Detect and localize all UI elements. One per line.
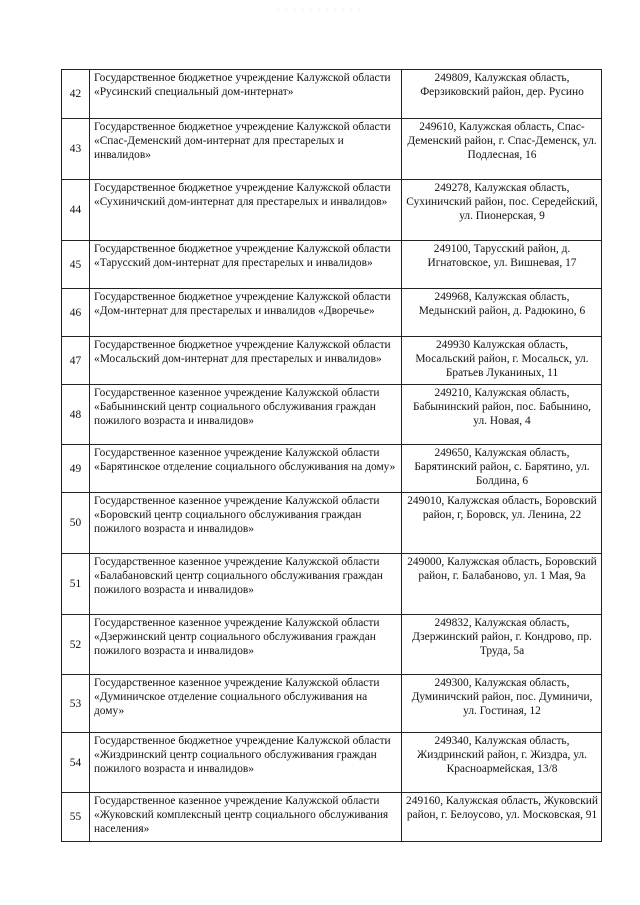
institution-name: Государственное бюджетное учреждение Калужской области «Жиздринский центр социального обслуживания граждан пожилого возраста и инвалидов» bbox=[90, 733, 402, 793]
table-row bbox=[62, 180, 602, 241]
institutions-table bbox=[61, 69, 602, 842]
table-row bbox=[62, 733, 602, 793]
row-number: 45 bbox=[62, 241, 90, 289]
institution-name: Государственное бюджетное учреждение Калужской области «Русинский специальный дом-интернат» bbox=[90, 70, 402, 119]
institution-address: 249340, Калужская область, Жиздринский район, г. Жиздра, ул. Красноармейская, 13/8 bbox=[402, 733, 602, 793]
row-number: 50 bbox=[62, 493, 90, 554]
institution-name: Государственное казенное учреждение Калужской области «Балабановский центр социального обслуживания граждан пожилого возраста и инвалидов» bbox=[90, 554, 402, 615]
institution-address: 249650, Калужская область, Барятинский район, с. Барятино, ул. Болдина, 6 bbox=[402, 445, 602, 493]
institution-address: 249610, Калужская область, Спас-Деменский район, г. Спас-Деменск, ул. Подлесная, 16 bbox=[402, 119, 602, 180]
row-number: 46 bbox=[62, 289, 90, 337]
row-number: 49 bbox=[62, 445, 90, 493]
row-number: 55 bbox=[62, 793, 90, 842]
faint-page-header: · · · · · · · · · · · bbox=[277, 6, 363, 14]
table-row bbox=[62, 675, 602, 733]
institution-name: Государственное бюджетное учреждение Калужской области «Тарусский дом-интернат для престарелых и инвалидов» bbox=[90, 241, 402, 289]
institution-name: Государственное казенное учреждение Калужской области «Думиничское отделение социального обслуживания на дому» bbox=[90, 675, 402, 733]
table-row bbox=[62, 119, 602, 180]
row-number: 44 bbox=[62, 180, 90, 241]
institution-address: 249100, Тарусский район, д. Игнатовское, ул. Вишневая, 17 bbox=[402, 241, 602, 289]
table-row bbox=[62, 793, 602, 842]
institution-address: 249809, Калужская область, Ферзиковский район, дер. Русино bbox=[402, 70, 602, 119]
row-number: 54 bbox=[62, 733, 90, 793]
institution-address: 249832, Калужская область, Дзержинский район, г. Кондрово, пр. Труда, 5а bbox=[402, 615, 602, 675]
institution-address: 249968, Калужская область, Медынский район, д. Радюкино, 6 bbox=[402, 289, 602, 337]
table-row bbox=[62, 615, 602, 675]
institution-address: 249210, Калужская область, Бабынинский район, пос. Бабынино, ул. Новая, 4 bbox=[402, 385, 602, 445]
institution-name: Государственное казенное учреждение Калужской области «Жуковский комплексный центр социального обслуживания населения» bbox=[90, 793, 402, 842]
row-number: 53 bbox=[62, 675, 90, 733]
institution-address: 249160, Калужская область, Жуковский район, г. Белоусово, ул. Московская, 91 bbox=[402, 793, 602, 842]
row-number: 42 bbox=[62, 70, 90, 119]
table-row bbox=[62, 554, 602, 615]
institution-name: Государственное бюджетное учреждение Калужской области «Мосальский дом-интернат для престарелых и инвалидов» bbox=[90, 337, 402, 385]
row-number: 47 bbox=[62, 337, 90, 385]
row-number: 52 bbox=[62, 615, 90, 675]
institution-address: 249010, Калужская область, Боровский район, г, Боровск, ул. Ленина, 22 bbox=[402, 493, 602, 554]
institution-address: 249300, Калужская область, Думиничский район, пос. Думиничи, ул. Гостиная, 12 bbox=[402, 675, 602, 733]
table-row bbox=[62, 289, 602, 337]
row-number: 43 bbox=[62, 119, 90, 180]
row-number: 48 bbox=[62, 385, 90, 445]
institution-address: 249930 Калужская область, Мосальский район, г. Мосальск, ул. Братьев Луканиных, 11 bbox=[402, 337, 602, 385]
table-row bbox=[62, 337, 602, 385]
institution-address: 249278, Калужская область, Сухиничский район, пос. Середейский, ул. Пионерская, 9 bbox=[402, 180, 602, 241]
table-row bbox=[62, 445, 602, 493]
institution-name: Государственное казенное учреждение Калужской области «Дзержинский центр социального обслуживания граждан пожилого возраста и инвалидов» bbox=[90, 615, 402, 675]
institution-name: Государственное бюджетное учреждение Калужской области «Сухиничский дом-интернат для престарелых и инвалидов» bbox=[90, 180, 402, 241]
institution-name: Государственное бюджетное учреждение Калужской области «Спас-Деменский дом-интернат для престарелых и инвалидов» bbox=[90, 119, 402, 180]
table-row bbox=[62, 241, 602, 289]
institution-address: 249000, Калужская область, Боровский район, г. Балабаново, ул. 1 Мая, 9а bbox=[402, 554, 602, 615]
row-number: 51 bbox=[62, 554, 90, 615]
institution-name: Государственное казенное учреждение Калужской области «Бабынинский центр социального обслуживания граждан пожилого возраста и инвалидов» bbox=[90, 385, 402, 445]
institution-name: Государственное бюджетное учреждение Калужской области «Дом-интернат для престарелых и инвалидов «Дворечье» bbox=[90, 289, 402, 337]
table-row bbox=[62, 493, 602, 554]
institution-name: Государственное казенное учреждение Калужской области «Барятинское отделение социального обслуживания на дому» bbox=[90, 445, 402, 493]
table-row bbox=[62, 385, 602, 445]
institution-name: Государственное казенное учреждение Калужской области «Боровский центр социального обслуживания граждан пожилого возраста и инвалидов» bbox=[90, 493, 402, 554]
table-row bbox=[62, 70, 602, 119]
